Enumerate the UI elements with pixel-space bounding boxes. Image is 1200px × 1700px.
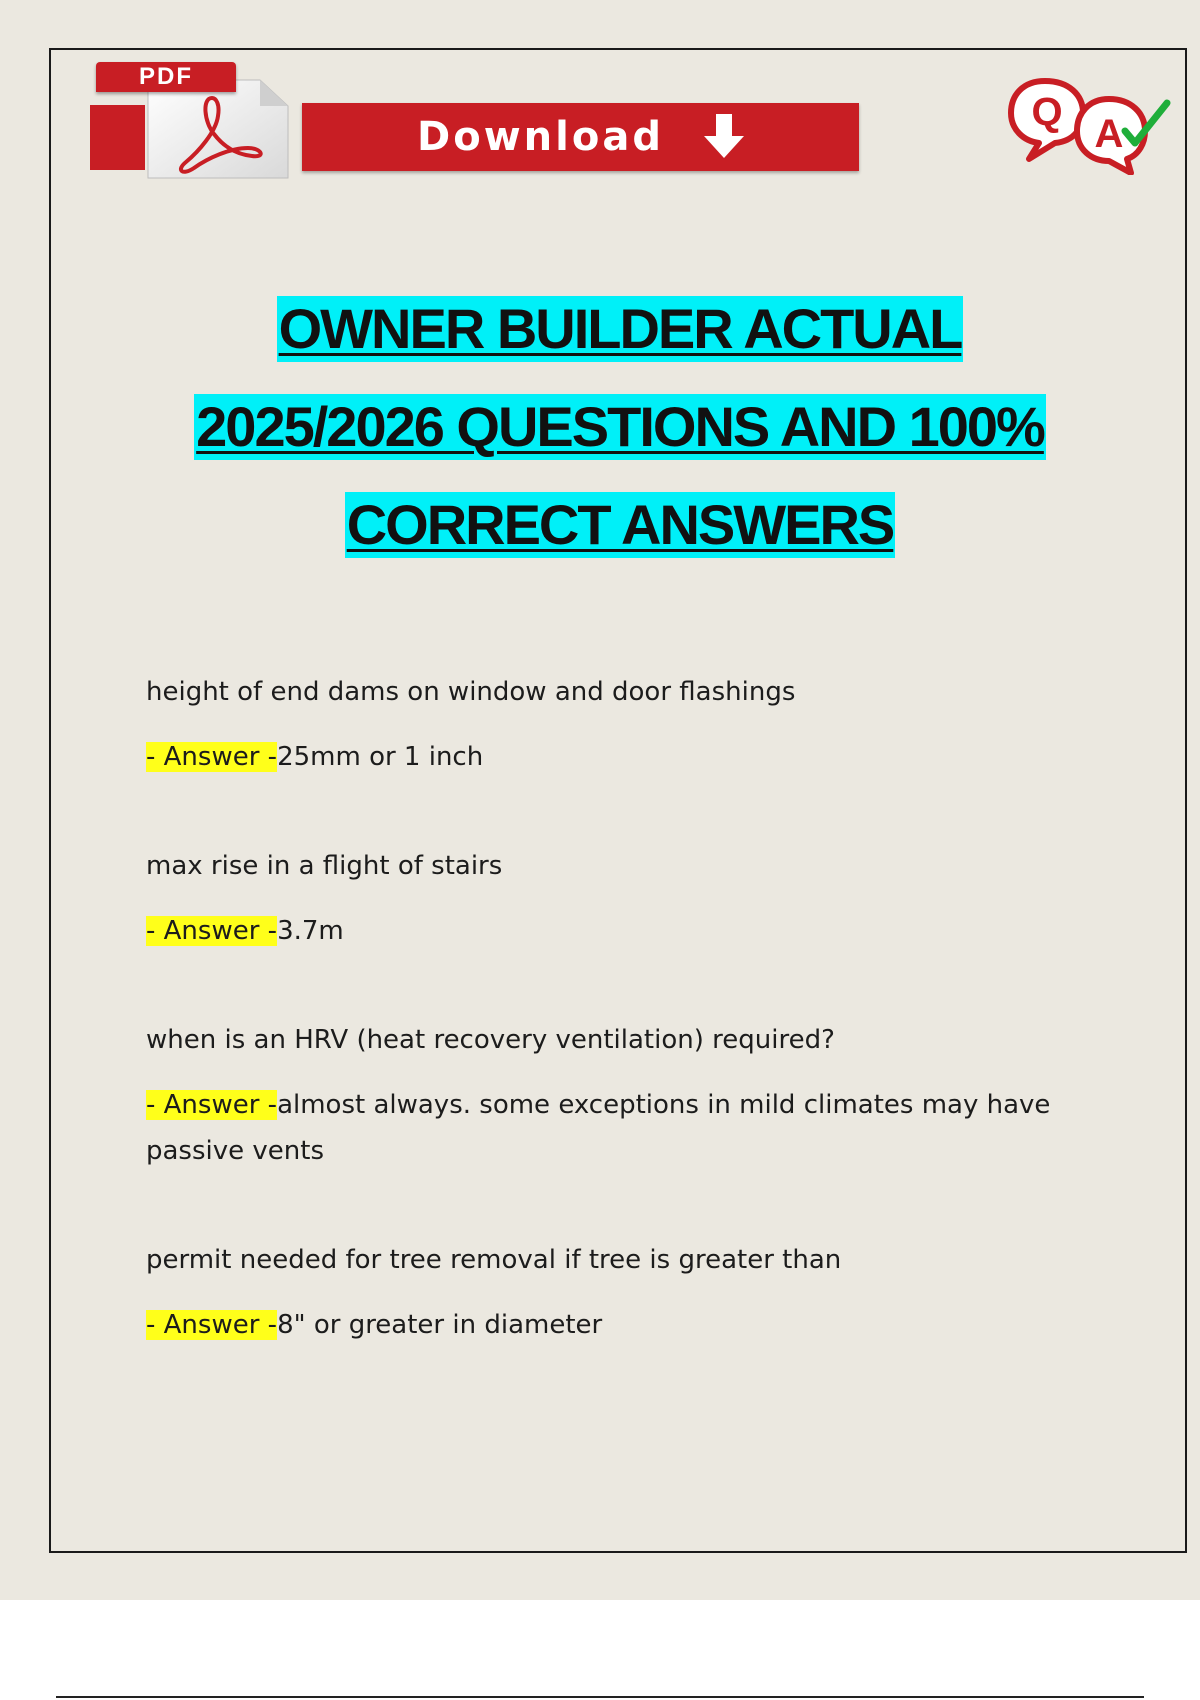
download-button[interactable]	[302, 103, 859, 171]
title-line: CORRECT ANSWERS	[346, 493, 894, 556]
download-label: Download	[417, 114, 664, 160]
bottom-divider	[56, 1696, 1144, 1698]
answer-text: 8" or greater in diameter	[277, 1310, 603, 1340]
answer-row	[146, 1302, 1076, 1348]
answer-row	[146, 908, 1076, 954]
answer-row	[146, 1082, 1076, 1174]
question-text: permit needed for tree removal if tree is greater than	[146, 1245, 842, 1275]
answer-bubble-icon	[1077, 99, 1145, 173]
q-letter: Q	[1031, 90, 1063, 134]
download-arrow-icon	[704, 114, 744, 160]
answer-prefix: - Answer -	[146, 1310, 278, 1340]
question-bubble-icon	[1011, 81, 1083, 159]
answer-prefix: - Answer -	[146, 1090, 278, 1120]
answer-prefix: - Answer -	[146, 742, 278, 772]
qa-item	[146, 1238, 1076, 1348]
answer-text: 3.7m	[277, 916, 344, 946]
answer-text: 25mm or 1 inch	[277, 742, 484, 772]
answer-text: almost always. some exceptions in mild climates may have passive vents	[146, 1090, 1051, 1166]
answer-row	[146, 734, 1076, 780]
qa-item	[146, 1018, 1076, 1174]
qa-logo-icon	[1005, 75, 1175, 175]
qa-item	[146, 844, 1076, 954]
a-letter: A	[1094, 112, 1124, 156]
answer-prefix: - Answer -	[146, 916, 278, 946]
qa-list	[146, 670, 1076, 1412]
title-line: 2025/2026 QUESTIONS AND 100%	[196, 395, 1044, 458]
qa-item	[146, 670, 1076, 780]
banner-left-bar	[90, 105, 145, 170]
title-line: OWNER BUILDER ACTUAL	[278, 297, 962, 360]
document-title	[100, 296, 1140, 590]
question-text: when is an HRV (heat recovery ventilation) required?	[146, 1025, 835, 1055]
pdf-tab-label: PDF	[96, 62, 236, 92]
question-text: max rise in a flight of stairs	[146, 851, 503, 881]
download-banner[interactable]	[90, 58, 870, 183]
question-text: height of end dams on window and door flashings	[146, 677, 796, 707]
